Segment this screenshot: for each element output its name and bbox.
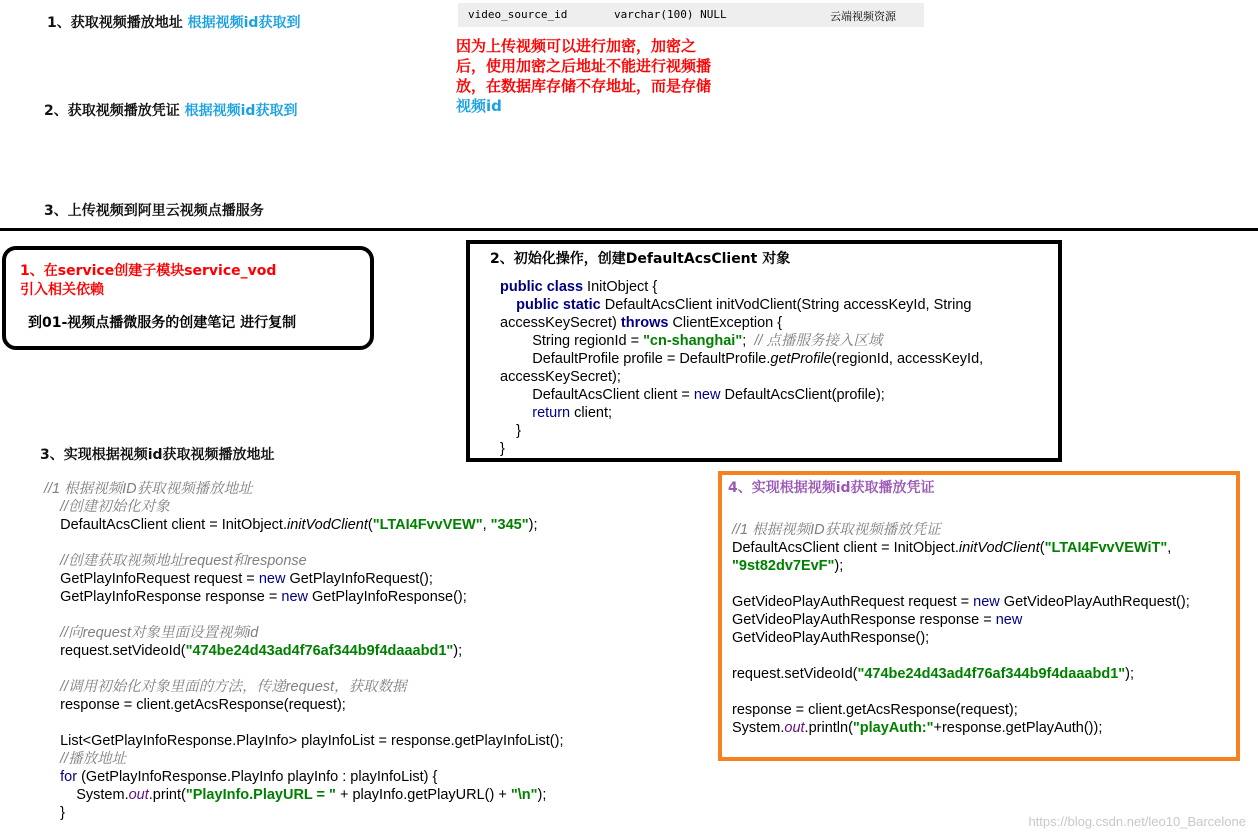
play-auth-title: 4、实现根据视频id获取播放凭证	[728, 480, 935, 496]
init-client-title: 2、初始化操作，创建DefaultAcsClient 对象	[490, 251, 791, 267]
encryption-note-text: 因为上传视频可以进行加密，加密之后，使用加密之后地址不能进行视频播放，在数据库存储不存地址，而是存储	[456, 37, 712, 95]
init-client-box	[466, 240, 1062, 462]
divider-line	[0, 228, 1258, 231]
step-3	[44, 200, 264, 220]
auth-access-key-secret-string: "9st82dv7EvF"	[732, 558, 835, 574]
watermark: https://blog.csdn.net/leo10_Barcelone	[1028, 814, 1246, 829]
play-auth-box	[718, 471, 1240, 761]
db-column-row	[458, 3, 924, 27]
auth-comment-1: //1 根据视频ID获取视频播放凭证	[732, 522, 941, 538]
service-module-box	[2, 246, 374, 350]
service-module-note: 到01-视频点播微服务的创建笔记 进行复制	[28, 315, 297, 331]
newline-string: "\n"	[510, 787, 538, 803]
step-2-note: 根据视频id获取到	[184, 103, 298, 119]
region-comment: // 点播服务接入区域	[754, 333, 883, 349]
auth-video-id-string: "474be24d43ad4f76af344b9f4daaabd1"	[857, 666, 1126, 682]
comment-2: //创建初始化对象	[60, 499, 170, 515]
print-string: "PlayInfo.PlayURL = "	[185, 787, 336, 803]
comment-5: //调用初始化对象里面的方法，传递request，获取数据	[60, 679, 407, 695]
video-id-string: "474be24d43ad4f76af344b9f4daaabd1"	[185, 643, 454, 659]
access-key-secret-string: "345"	[490, 517, 529, 533]
step-1-note: 根据视频id获取到	[187, 15, 301, 31]
step-2-text: 2、获取视频播放凭证	[44, 103, 180, 119]
encryption-note	[456, 36, 716, 116]
db-column-name: video_source_id	[468, 8, 568, 21]
encryption-note-highlight: 视频id	[456, 97, 502, 115]
step-1-text: 1、获取视频播放地址	[47, 15, 183, 31]
comment-6: //播放地址	[60, 751, 127, 767]
service-module-title	[20, 262, 276, 300]
comment-1: //1 根据视频ID获取视频播放地址	[44, 481, 253, 497]
step-1	[47, 12, 300, 32]
service-module-line1: 1、在service创建子模块service_vod	[20, 263, 277, 279]
db-column-comment: 云端视频资源	[830, 10, 896, 23]
section-3-title: 3、实现根据视频id获取视频播放地址	[40, 447, 275, 463]
step-3-text: 3、上传视频到阿里云视频点播服务	[44, 203, 264, 219]
play-url-code: //1 根据视频ID获取视频播放地址 //创建初始化对象 DefaultAcsClient client = InitObject.initVodClient("LTAI4FvvVEW", "345"); //创建获取视频地址request和response GetPlayInfoRequest request = new GetPlayInfoRequest(); GetPlayInfoResponse response = new GetPlayInfoResponse(); //向request对象里面设置视频id request.setVideoId("474be24d43ad4f76af344b9f4daaabd1"); //调用初始化对象里面的方法，传递request，获取数据 response = client.getAcsResponse(request); List<GetPlayInfoResponse.PlayInfo> playInfoList = response.getPlayInfoList(); //播放地址 for (GetPlayInfoResponse.PlayInfo playInfo : playInfoList) { System.out.print("PlayInfo.PlayURL = " + playInfo.getPlayURL() + "\n"); }	[44, 481, 564, 821]
region-id-string: "cn-shanghai"	[643, 333, 743, 349]
db-column-type: varchar(100) NULL	[614, 8, 727, 21]
play-auth-code: //1 根据视频ID获取视频播放凭证 DefaultAcsClient client = InitObject.initVodClient("LTAI4FvvVEWiT", "9st82dv7EvF"); GetVideoPlayAuthRequest request = new GetVideoPlayAuthRequest(); GetVideoPlayAuthResponse response = new GetVideoPlayAuthResponse(); request.setVideoId("474be24d43ad4f76af344b9f4daaabd1"); response = client.getAcsResponse(request); System.out.println("playAuth:"+response.getPlayAuth());	[732, 522, 1190, 736]
auth-access-key-id-string: "LTAI4FvvVEWiT"	[1044, 540, 1168, 556]
access-key-id-string: "LTAI4FvvVEW"	[372, 517, 483, 533]
comment-4: //向request对象里面设置视频id	[60, 625, 259, 641]
step-2	[44, 100, 297, 120]
service-module-line2: 引入相关依赖	[20, 282, 104, 298]
comment-3: //创建获取视频地址request和response	[60, 553, 307, 569]
init-client-code: public class InitObject { public static DefaultAcsClient initVodClient(String accessKeyId, String accessKeySecret) throws ClientException { String regionId = "cn-shanghai"; // 点播服务接入区域 DefaultProfile profile = DefaultProfile.getProfile(regionId, accessKeyId, accessKeySecret); DefaultAcsClient client = new DefaultAcsClient(profile); return client; } }	[500, 279, 984, 457]
auth-print-string: "playAuth:"	[852, 720, 934, 736]
